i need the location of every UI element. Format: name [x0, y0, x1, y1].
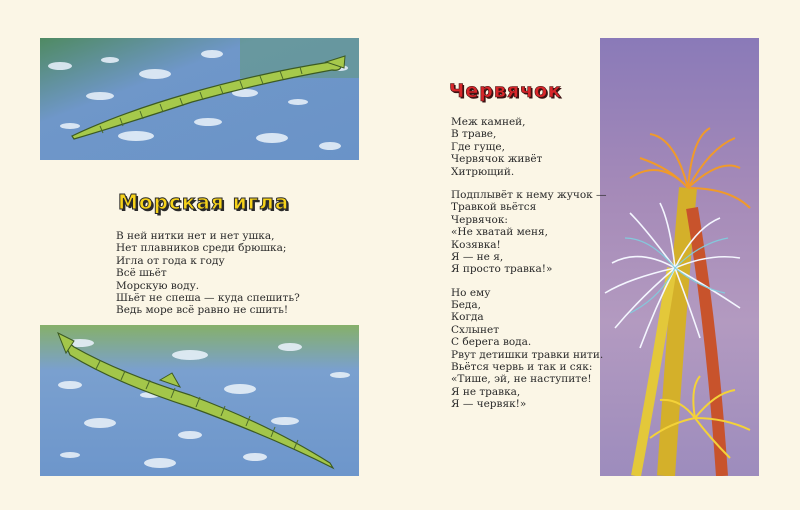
poem-line: Я — червяк!» — [451, 398, 527, 411]
stanza-gap — [451, 178, 607, 189]
poem-line: С берега вода. — [451, 336, 532, 349]
poem-line: Подплывёт к нему жучок — — [451, 188, 607, 201]
pipefish-illustration-top — [40, 38, 359, 160]
poem-line: Где гуще, — [451, 140, 505, 153]
title-morskaya-igla: Морская игла — [118, 190, 290, 214]
tube-worm-illustration — [600, 38, 759, 476]
poem-line: Но ему — [451, 286, 491, 299]
poem-line: Ведь море всё равно не сшить! — [116, 304, 289, 317]
poem-line: Морскую воду. — [116, 279, 200, 292]
poem-line: Я просто травка!» — [451, 263, 553, 276]
poem-line: В ней нитки нет и нет ушка, — [116, 230, 275, 242]
poem-line: Шьёт не спеша — куда спешить? — [116, 291, 300, 304]
poem-line: Хитрющий. — [451, 165, 515, 178]
poem-line: Козявка! — [451, 238, 501, 251]
title-chervyachok: Червячок — [449, 80, 563, 102]
poem-line: Рвут детишки травки нити. — [451, 348, 604, 361]
poem-line: Я — не я, — [451, 250, 504, 263]
poem-line: Я не травка, — [451, 385, 521, 398]
poem-line: Червячок: — [451, 213, 508, 226]
poem-line: Травкой вьётся — [451, 201, 537, 214]
poem-line: Червячок живёт — [451, 153, 543, 166]
poem-line: Вьётся червь и так и сяк: — [451, 361, 593, 374]
poem-line: Меж камней, — [451, 116, 526, 128]
poem-line: Всё шьёт — [116, 267, 167, 280]
poem-line: «Не хватай меня, — [451, 226, 548, 239]
poem-line: «Тише, эй, не наступите! — [451, 373, 592, 386]
poem-morskaya-igla — [116, 230, 300, 317]
stanza-gap — [451, 276, 607, 287]
poem-line: В траве, — [451, 128, 497, 141]
poem-line: Нет плавников среди брюшка; — [116, 242, 287, 255]
poem-line: Схлынет — [451, 323, 500, 336]
poem-chervyachok — [451, 116, 607, 411]
poem-line: Игла от года к году — [116, 254, 225, 267]
pipefish-illustration-bottom — [40, 325, 359, 476]
poem-line: Беда, — [451, 299, 481, 312]
poem-line: Когда — [451, 311, 484, 324]
